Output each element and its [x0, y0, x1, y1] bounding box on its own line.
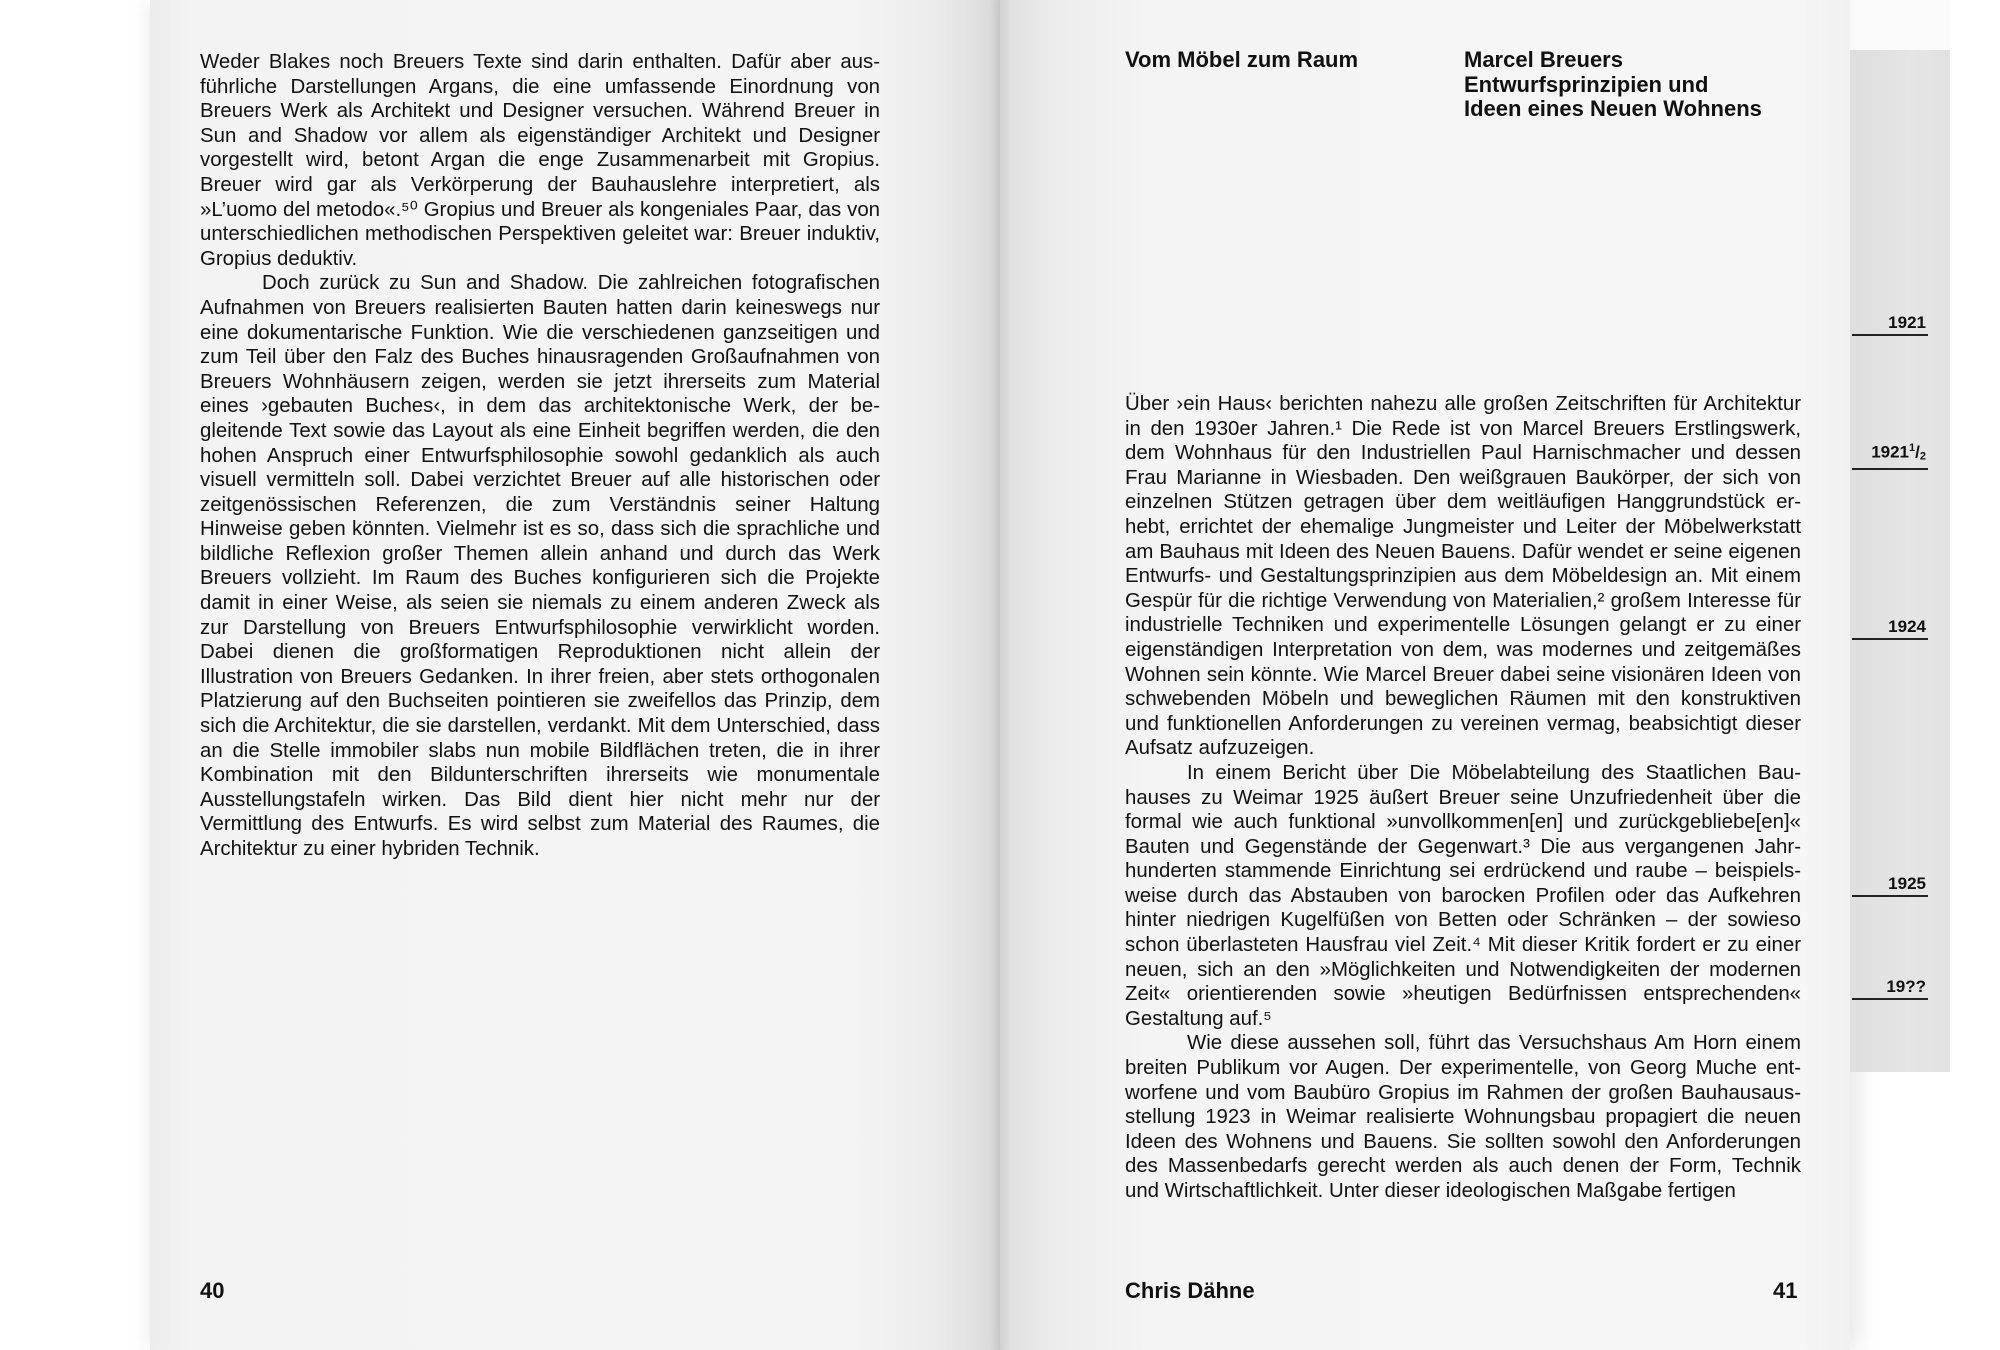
year-tab-label: 1921	[1871, 442, 1910, 462]
chapter-title: Marcel Breuers Entwurfsprinzipien und Ideen eines Neuen Wohnens	[1464, 47, 1762, 121]
page-number-right: 41	[1773, 1278, 1798, 1303]
year-tab-19qq[interactable]: 19??	[1852, 976, 1928, 1000]
year-tab-1921-half[interactable]: $1921^1/_2$	[1852, 437, 1928, 470]
author-name: Chris Dähne	[1125, 1278, 1255, 1303]
right-body-text	[1125, 392, 1801, 1204]
paragraph: Wie diese aussehen soll, führt das Versuchshaus Am Horn einem breiten Publikum vor Augen. Der experimentelle, von Georg Muche entworfene und vom Baubüro Gropius im Rahmen der großen Bauhausausstellung 1923 in Weimar realisierte Wohnungsbau propagiert die neuen Ideen des Wohnens und Bauens. Sie sollten sowohl den Anforderungen des Massenbedarfs gerecht werden als auch denen der Form, Technik und Wirtschaftlichkeit. Unter dieser ideologischen Maßgabe fertigen	[1125, 1032, 1801, 1202]
paragraph: In einem Bericht über Die Möbelabteilung des Staatlichen Bauhauses zu Weimar 1925 äußert Breuer seine Unzufriedenheit über die formal wie auch funktional »unvollkommen[en] und zurückgebliebe[en]« Bauten und Gegenstände der Gegenwart.³ Die aus vergangenen Jahrhunderten stammende Einrichtung sei erdrückend und raube – beispielsweise durch das Abstauben von barocken Profilen oder das Aufkehren hinter niedrigen Kugelfüßen von Betten oder Schränken – der sowieso schon überlasteten Hausfrau viel Zeit.⁴ Mit dieser Kritik fordert er zu einer neuen, sich an den »Möglichkeiten und Notwendigkeiten der modernen Zeit« orientierenden sowie »heutigen Bedürfnissen entsprechenden« Gestaltung auf.⁵	[1125, 761, 1801, 1030]
section-title: Vom Möbel zum Raum	[1125, 47, 1359, 72]
year-tab-1924[interactable]: 1924	[1852, 616, 1928, 640]
paragraph: Über ›ein Haus‹ berichten nahezu alle großen Zeitschriften für Architektur in den 1930er Jahren.¹ Die Rede ist von Marcel Breuers Erstlingswerk, dem Wohnhaus für den Industriellen Paul Harnischmacher und dessen Frau Marianne in Wiesbaden. Den weißgrauen Baukörper, der sich von einzelnen Stützen getragen über dem weitläufigen Hanggrundstück erhebt, errichtet der ehemalige Jungmeister und Leiter der Möbelwerkstatt am Bauhaus mit Ideen des Neuen Bauens. Dafür wendet er seine eigenen Entwurfs- und Gestaltungsprinzipien aus dem Möbeldesign an. Mit einem Gespür für die richtige Verwendung von Materialien,² großem Interesse für industrielle Techniken und experimentelle Lösungen gelangt er zu einer eigenständigen Interpretation von dem, was modernes und zeitgemäßes Wohnen sein könnte. Wie Marcel Breuer dabei seine visionären Ideen von schwebenden Möbeln und beweglichen Räumen mit den konstruktiven und funktionellen Anforderungen zu vereinen vermag, beabsichtigt dieser Aufsatz aufzuzeigen.	[1125, 393, 1801, 760]
page-number-left: 40	[200, 1278, 225, 1303]
page-edge	[1850, 0, 1950, 50]
fraction-numerator: 1	[1909, 442, 1916, 454]
book-gutter	[990, 0, 1010, 1350]
paragraph: Doch zurück zu Sun and Shadow. Die zahlreichen fotografischen Aufnahmen von Breuers realisierten Bauten hatten darin keineswegs nur eine dokumentarische Funktion. Wie die verschiedenen ganzseitigen und zum Teil über den Falz des Buches hinausragenden Großaufnahmen von Breuers Wohnhäusern zeigen, werden sie jetzt ihrerseits zum Material eines ›gebauten Buches‹, in dem das architektonische Werk, der begleitende Text sowie das Layout als eine Einheit begriffen werden, die den hohen Anspruch einer Entwurfsphilosophie sowohl gedanklich als auch visuell vermitteln soll. Dabei verzichtet Breuer auf alle historischen oder zeitgenössischen Referenzen, die zum Verständnis seiner Haltung Hinweise geben könnten. Vielmehr ist es so, dass sich die sprachliche und bildliche Reflexion großer Themen allein anhand und durch das Werk Breuers vollzieht. Im Raum des Buches konfigurieren sich die Projekte damit in einer Weise, als seien sie niemals zu einem anderen Zweck als zur Darstellung von Breuers Entwurfsphilosophie verwirklicht worden. Dabei dienen die großformatigen Reproduktionen nicht allein der Illustration von Breuers Gedanken. In ihrer freien, aber stets orthogonalen Platzierung auf den Buchseiten pointieren sie zweifellos das Prinzip, dem sich die Architektur, die sie darstellen, verdankt. Mit dem Unterschied, dass an die Stelle immobiler slabs nun mobile Bildflächen treten, die in ihrer Kombination mit den Bildunterschriften ihrerseits wie monumentale Ausstellungstafeln wirken. Das Bild dient hier nicht mehr nur der Vermittlung des Entwurfs. Es wird selbst zum Material des Raumes, die Architektur zu einer hybriden Technik.	[200, 272, 880, 860]
fraction-denominator: 2	[1919, 450, 1926, 463]
left-body-text	[200, 50, 880, 862]
year-tab-strip	[1850, 50, 1950, 1072]
paragraph: Weder Blakes noch Breuers Texte sind darin enthalten. Dafür aber ausführliche Darstellungen Argans, die eine umfassende Einordnung von Breuers Werk als Architekt und Designer versuchen. Während Breuer in Sun and Shadow vor allem als eigenständiger Architekt und Designer vorgestellt wird, betont Argan die enge Zusammenarbeit mit Gropius. Breuer wird gar als Verkörperung der Bauhauslehre interpretiert, als »L’uomo del metodo«.⁵⁰ Gropius und Breuer als kongeniales Paar, das von unterschiedlichen methodischen Perspektiven geleitet war: Breuer induktiv, Gropius deduktiv.	[200, 51, 880, 270]
year-tab-1925[interactable]: 1925	[1852, 873, 1928, 897]
year-tab-1921[interactable]: 1921	[1852, 312, 1928, 336]
